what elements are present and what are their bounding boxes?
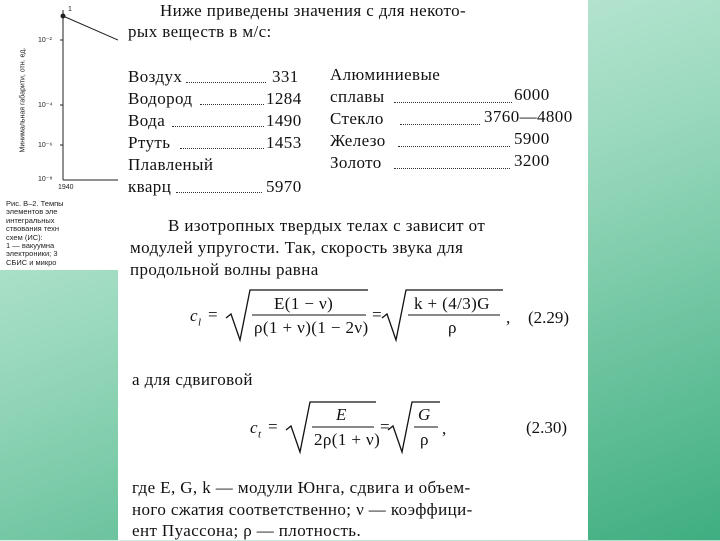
snippet-plot bbox=[0, 0, 118, 200]
eq1-denominator-1: ρ(1 + ν)(1 − 2ν) bbox=[254, 318, 369, 337]
eq1-numerator-1: E(1 − ν) bbox=[274, 294, 334, 313]
eq2-equals: = bbox=[268, 417, 278, 436]
curve-point bbox=[61, 14, 66, 19]
eq2-numerator-2: G bbox=[418, 405, 431, 424]
material-name: сплавы bbox=[330, 87, 385, 106]
paragraph-2-line-3: ент Пуассона; ρ — плотность. bbox=[132, 521, 362, 540]
material-value: 3760—4800 bbox=[484, 107, 573, 126]
material-value: 1490 bbox=[266, 111, 302, 130]
eq2-denominator-2: ρ bbox=[420, 430, 429, 449]
x-tick-label: 1940 bbox=[58, 184, 74, 191]
paragraph-1-line-3: продольной волны равна bbox=[130, 260, 319, 279]
figure-caption: Рис. В–2. Темпы элементов эле интегральных ствования техн схем (ИС): 1 — вакуумна электроники; 3 СБИС и микро bbox=[6, 200, 64, 267]
material-name: Ртуть bbox=[128, 133, 171, 152]
eq2-number: (2.30) bbox=[526, 418, 568, 437]
paragraph-1-line-1: В изотропных твердых телах с зависит от bbox=[168, 216, 486, 235]
eq2-numerator-1: E bbox=[336, 405, 347, 424]
intro-line-2: рых веществ в м/с: bbox=[128, 22, 272, 41]
eq1-number: (2.29) bbox=[528, 308, 570, 327]
middle-text: а для сдвиговой bbox=[132, 370, 253, 389]
material-name: Стекло bbox=[330, 109, 384, 128]
intro-line-1: Ниже приведены значения с для некото- bbox=[160, 1, 467, 20]
material-value: 6000 bbox=[514, 85, 550, 104]
equation-radicals bbox=[118, 0, 588, 540]
paragraph-2-line-2: ного сжатия соответственно; ν — коэффици- bbox=[132, 500, 473, 519]
material-name: Вода bbox=[128, 111, 166, 130]
tick-label: 10⁻² bbox=[38, 37, 52, 44]
figure-snippet bbox=[0, 0, 118, 270]
tick-label: 10⁻⁸ bbox=[38, 176, 53, 183]
material-value: 3200 bbox=[514, 151, 550, 170]
material-value: 1453 bbox=[266, 133, 302, 152]
eq1-numerator-2: k + (4/3)G bbox=[414, 294, 490, 313]
eq1-equals-2: = bbox=[372, 305, 382, 324]
eq1-equals: = bbox=[208, 305, 218, 324]
eq1-lhs: $c_l$ bbox=[190, 306, 202, 329]
eq1-denominator-2: ρ bbox=[448, 318, 457, 337]
tick-label: 10⁻⁶ bbox=[38, 142, 53, 149]
eq2-lhs: $c_t$ bbox=[250, 418, 262, 441]
material-name: Плавленый bbox=[128, 155, 214, 174]
material-name: Железо bbox=[330, 131, 386, 150]
material-name: Водород bbox=[128, 89, 193, 108]
material-name: Золото bbox=[330, 153, 382, 172]
eq2-comma: , bbox=[442, 419, 447, 438]
eq2-equals-2: = bbox=[380, 417, 390, 436]
eq2-denominator-1: 2ρ(1 + ν) bbox=[314, 430, 381, 449]
material-value: 5970 bbox=[266, 177, 302, 196]
material-name: Алюминиевые bbox=[330, 65, 441, 84]
eq1-comma: , bbox=[506, 308, 511, 327]
material-name: Воздух bbox=[128, 67, 183, 86]
document-page bbox=[118, 0, 588, 540]
curve-label: 1 bbox=[68, 6, 72, 13]
material-value: 331 bbox=[272, 67, 299, 86]
material-value: 1284 bbox=[266, 89, 302, 108]
paragraph-2-line-1: где E, G, k — модули Юнга, сдвига и объем- bbox=[132, 478, 471, 497]
material-value: 5900 bbox=[514, 129, 550, 148]
tick-label: 10⁻⁴ bbox=[38, 102, 53, 109]
y-axis-label: Минимальная габарити, отн. ед. bbox=[19, 47, 27, 153]
material-name: кварц bbox=[128, 177, 172, 196]
paragraph-1-line-2: модулей упругости. Так, скорость звука для bbox=[130, 238, 464, 257]
